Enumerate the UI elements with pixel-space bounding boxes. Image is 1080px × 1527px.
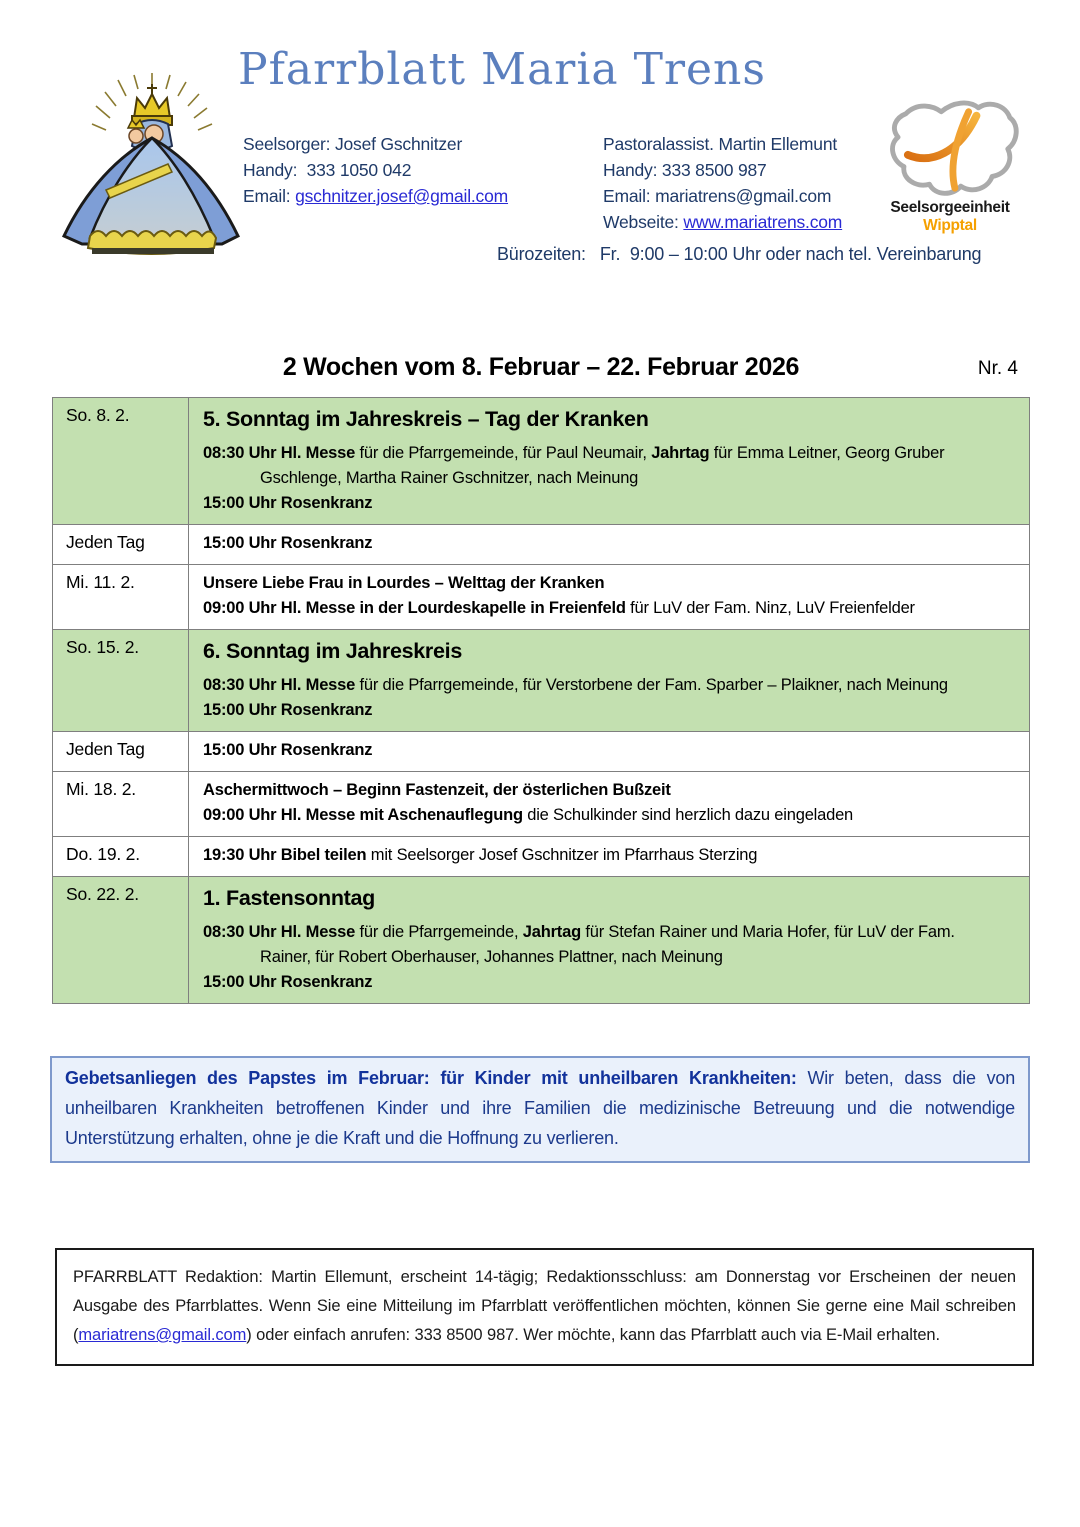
event-line: 08:30 Uhr Hl. Messe für die Pfarrgemeinde, für Verstorbene der Fam. Sparber – Plaikner, nach Meinung bbox=[203, 676, 948, 694]
contact-right-block bbox=[603, 131, 842, 235]
child-face bbox=[129, 129, 143, 143]
event-cell bbox=[189, 565, 1030, 630]
schedule-title-row bbox=[52, 353, 1030, 385]
redaktion-email-link[interactable]: mariatrens@gmail.com bbox=[78, 1326, 247, 1344]
date-cell: So. 22. 2. bbox=[53, 877, 189, 1004]
event-line: 08:30 Uhr Hl. Messe für die Pfarrgemeinde, Jahrtag für Stefan Rainer und Maria Hofer, für LuV der Fam. bbox=[203, 923, 955, 941]
table-row bbox=[53, 732, 1030, 772]
crown-icon bbox=[132, 84, 172, 125]
pastoralassistent-phone: Handy: 333 8500 987 bbox=[603, 160, 767, 180]
date-cell: Jeden Tag bbox=[53, 732, 189, 772]
seelsorger-name: Seelsorger: Josef Gschnitzer bbox=[243, 134, 463, 154]
seelsorger-email-link[interactable]: gschnitzer.josef@gmail.com bbox=[295, 186, 509, 206]
pastoralassistent-name: Pastoralassist. Martin Ellemunt bbox=[603, 134, 838, 154]
table-row bbox=[53, 877, 1030, 1004]
event-line: 15:00 Uhr Rosenkranz bbox=[203, 973, 373, 991]
event-line: 09:00 Uhr Hl. Messe mit Aschenauflegung die Schulkinder sind herzlich dazu eingeladen bbox=[203, 806, 854, 824]
logo-caption-orange: Wipptal bbox=[923, 217, 977, 234]
date-cell: Do. 19. 2. bbox=[53, 837, 189, 877]
page-title: Pfarrblatt Maria Trens bbox=[238, 44, 766, 95]
redaktion-info-box bbox=[55, 1248, 1034, 1366]
webseite-link[interactable]: www.mariatrens.com bbox=[683, 212, 843, 232]
office-hours-line bbox=[497, 244, 981, 265]
redaktion-text-after: ) oder einfach anrufen: 333 8500 987. Wer möchte, kann das Pfarrblatt auch via E-Mail erhalten. bbox=[246, 1326, 940, 1344]
schedule-table-body bbox=[53, 398, 1030, 1004]
event-cell bbox=[189, 877, 1030, 1004]
pope-prayer-intention-box bbox=[50, 1056, 1030, 1163]
seelsorger-phone: Handy: 333 1050 042 bbox=[243, 160, 412, 180]
event-line: 15:00 Uhr Rosenkranz bbox=[203, 534, 373, 552]
event-cell bbox=[189, 630, 1030, 732]
schedule-title: 2 Wochen vom 8. Februar – 22. Februar 2026 bbox=[282, 353, 800, 381]
event-heading: 5. Sonntag im Jahreskreis – Tag der Kranken bbox=[203, 407, 649, 431]
table-row bbox=[53, 565, 1030, 630]
schedule-section bbox=[52, 353, 1030, 1004]
logo-caption bbox=[872, 199, 1028, 235]
table-row bbox=[53, 630, 1030, 732]
email-label: Email: bbox=[243, 186, 296, 206]
event-cell bbox=[189, 398, 1030, 525]
prayer-intention-text: Wir beten, dass die von unheilbaren Krankheiten betroffenen Kinder und ihre Familien die medizinische Betreuung und die notwendige Unterstützung erhalten, ohne je die Kraft und die Hoffnung zu verlieren. bbox=[65, 1068, 1016, 1148]
maria-trens-illustration bbox=[48, 72, 244, 264]
event-heading: 1. Fastensonntag bbox=[203, 886, 376, 910]
prayer-intention-heading: Gebetsanliegen des Papstes im Februar: für Kinder mit unheilbaren Krankheiten: bbox=[65, 1068, 797, 1088]
table-row bbox=[53, 772, 1030, 837]
event-line: Gschlenge, Martha Rainer Gschnitzer, nach Meinung bbox=[260, 469, 639, 487]
date-cell: So. 8. 2. bbox=[53, 398, 189, 525]
date-cell: Mi. 18. 2. bbox=[53, 772, 189, 837]
event-line: 19:30 Uhr Bibel teilen mit Seelsorger Josef Gschnitzer im Pfarrhaus Sterzing bbox=[203, 846, 758, 864]
webseite-label: Webseite: bbox=[603, 212, 684, 232]
event-line: 08:30 Uhr Hl. Messe für die Pfarrgemeinde, für Paul Neumair, Jahrtag für Emma Leitner, Georg Gruber bbox=[203, 444, 945, 462]
event-cell bbox=[189, 772, 1030, 837]
event-heading: 6. Sonntag im Jahreskreis bbox=[203, 639, 462, 663]
event-cell bbox=[189, 732, 1030, 772]
event-line: Unsere Liebe Frau in Lourdes – Welttag der Kranken bbox=[203, 574, 605, 592]
fringe-shape bbox=[92, 248, 214, 254]
office-hours-label: Bürozeiten: bbox=[497, 244, 586, 264]
event-line: 15:00 Uhr Rosenkranz bbox=[203, 741, 373, 759]
wipptal-map-icon bbox=[875, 98, 1025, 196]
seelsorgeeinheit-logo bbox=[872, 98, 1028, 235]
date-cell: So. 15. 2. bbox=[53, 630, 189, 732]
schedule-table bbox=[52, 397, 1030, 1004]
event-line: 15:00 Uhr Rosenkranz bbox=[203, 701, 373, 719]
seelsorger-email-line bbox=[243, 183, 508, 209]
webseite-line bbox=[603, 209, 842, 235]
event-line: Rainer, für Robert Oberhauser, Johannes Plattner, nach Meinung bbox=[260, 948, 723, 966]
event-line: 09:00 Uhr Hl. Messe in der Lourdeskapelle in Freienfeld für LuV der Fam. Ninz, LuV Freienfelder bbox=[203, 599, 915, 617]
table-row bbox=[53, 398, 1030, 525]
date-cell: Mi. 11. 2. bbox=[53, 565, 189, 630]
contact-left-block bbox=[243, 131, 508, 209]
table-row bbox=[53, 525, 1030, 565]
event-line: Aschermittwoch – Beginn Fastenzeit, der österlichen Bußzeit bbox=[203, 781, 671, 799]
logo-caption-black: Seelsorgeeinheit bbox=[890, 199, 1010, 216]
pastoralassistent-email: Email: mariatrens@gmail.com bbox=[603, 186, 832, 206]
redaktion-text-before: PFARRBLATT Redaktion: Martin Ellemunt, erscheint 14-tägig; Redaktionsschluss: am Donnerstag vor Erscheinen der neuen Ausgabe des Pfarrblattes. Wenn Sie eine Mitteilung im Pfarrblatt veröffentlichen möchten, können Sie gerne eine Mail schreiben ( bbox=[73, 1268, 1016, 1344]
event-cell bbox=[189, 525, 1030, 565]
table-row bbox=[53, 837, 1030, 877]
event-cell bbox=[189, 837, 1030, 877]
office-hours-value: Fr. 9:00 – 10:00 Uhr oder nach tel. Vereinbarung bbox=[599, 244, 982, 264]
date-cell: Jeden Tag bbox=[53, 525, 189, 565]
issue-number: Nr. 4 bbox=[977, 358, 1018, 379]
event-line: 15:00 Uhr Rosenkranz bbox=[203, 494, 373, 512]
